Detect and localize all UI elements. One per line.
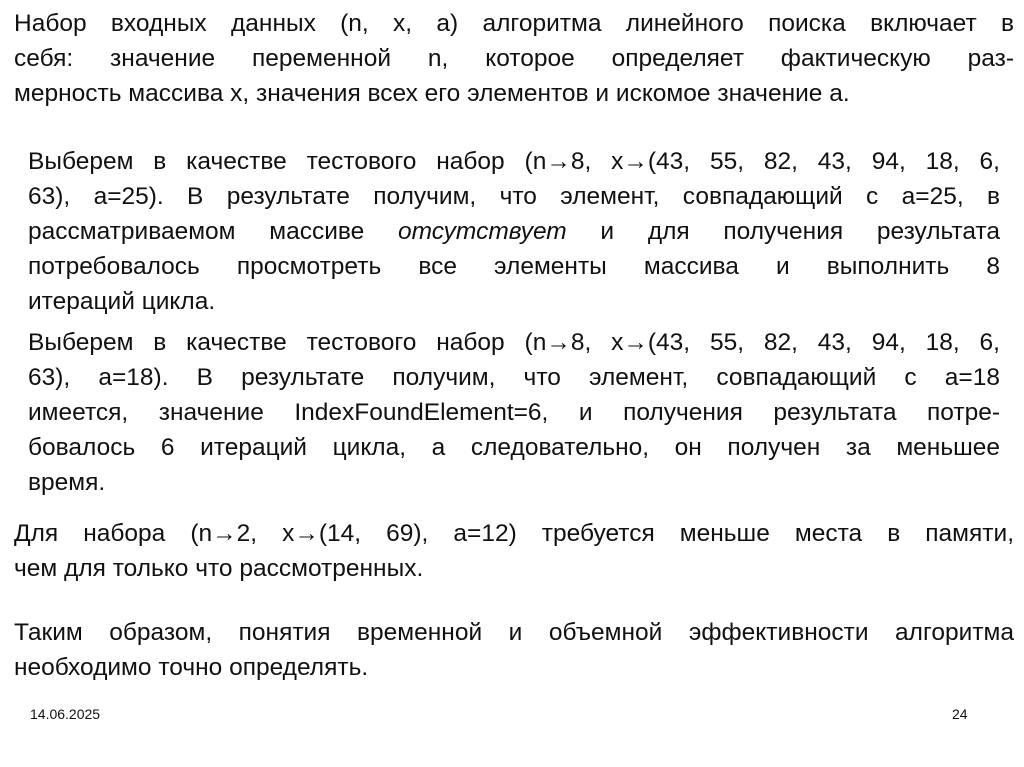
text-line: чем для только что рассмотренных.	[14, 555, 424, 582]
paragraph-example-a18	[28, 325, 1000, 500]
footer-date: 14.06.2025	[30, 706, 101, 722]
text-line: бовалось 6 итераций цикла, а следовательно, он получен за меньшее	[28, 434, 1000, 461]
paragraph-conclusion	[14, 615, 1014, 685]
text-line: мерность массива x, значения всех его элементов и искомое значение a.	[14, 80, 850, 107]
text-line: Для набора (n→2, x→(14, 69), a=12) требуется меньше места в памяти,	[14, 520, 1014, 547]
text-line: 63), a=25). В результате получим, что элемент, совпадающий с a=25, в	[28, 183, 1000, 210]
paragraph-example-a25	[28, 144, 1000, 319]
paragraph-memory	[14, 516, 1014, 586]
text-line: 63), a=18). В результате получим, что элемент, совпадающий с a=18	[28, 364, 1000, 391]
text-line: Выберем в качестве тестового набор (n→8, x→(43, 55, 82, 43, 94, 18, 6,	[28, 148, 1000, 175]
paragraph-input-data	[14, 6, 1014, 111]
text-line: потребовалось просмотреть все элементы массива и выполнить 8	[28, 253, 1000, 280]
text-line: себя: значение переменной n, которое определяет фактическую раз-	[14, 45, 1014, 72]
text-line: Набор входных данных (n, x, a) алгоритма линейного поиска включает в	[14, 10, 1014, 37]
text-line: время.	[28, 469, 106, 496]
text-fragment: рассматриваемом массиве	[28, 218, 398, 245]
text-fragment: и для получения результата	[566, 218, 1000, 245]
text-line	[28, 214, 1000, 249]
text-line: Таким образом, понятия временной и объемной эффективности алгоритма	[14, 619, 1014, 646]
text-line: необходимо точно определять.	[14, 654, 369, 681]
text-line: итераций цикла.	[28, 288, 216, 315]
text-line: имеется, значение IndexFoundElement=6, и получения результата потре-	[28, 399, 1000, 426]
emphasized-word: отсутствует	[397, 218, 567, 245]
page-number: 24	[952, 706, 968, 722]
text-line: Выберем в качестве тестового набор (n→8, x→(43, 55, 82, 43, 94, 18, 6,	[28, 329, 1000, 356]
